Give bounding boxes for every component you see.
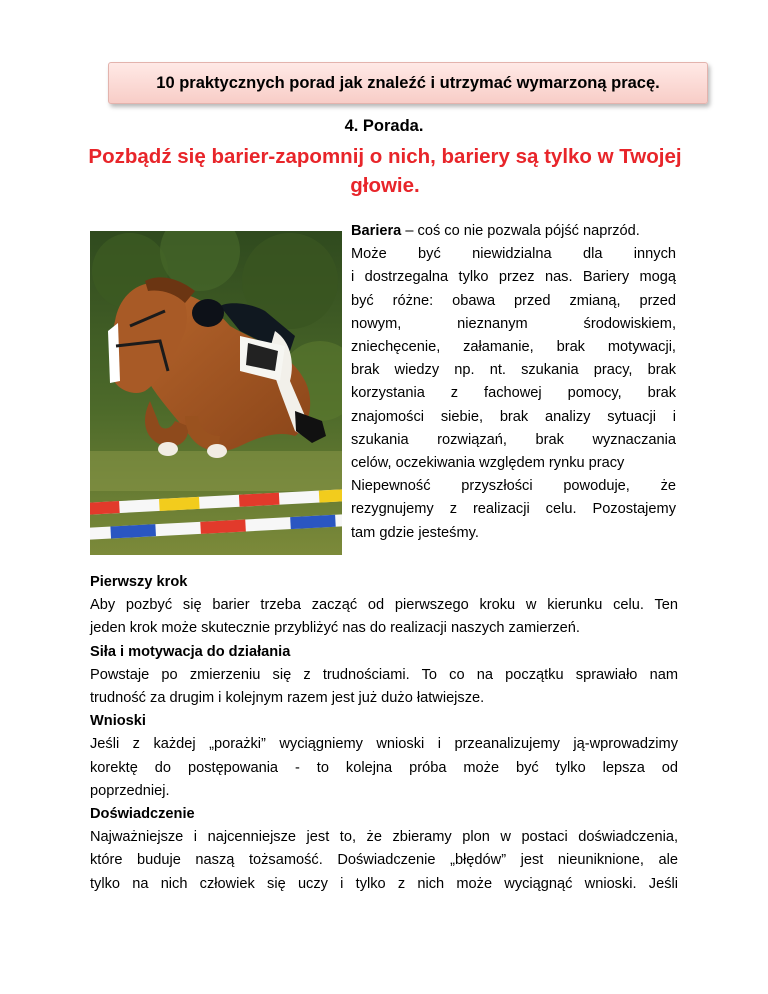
section-heading: Siła i motywacja do działania — [90, 643, 291, 660]
intro-line: tam gdzie jesteśmy. — [351, 524, 479, 541]
headline-line: Pozbądź się barier-zapomnij o nich, bariery są tylko w Twojej — [88, 145, 682, 168]
section-line: jeden krok może skutecznie przybliżyć nas do realizacji naszych zamierzeń. — [90, 620, 580, 637]
tip-number: 4. Porada. — [344, 117, 424, 135]
intro-line: celów, oczekiwania względem rynku pracy — [351, 455, 625, 472]
section-line: Najważniejsze i najcenniejsze jest to, że zbieramy plon w postaci doświadczenia, — [90, 829, 678, 846]
intro-line: Niepewność przyszłości powoduje, że — [351, 478, 676, 495]
section-line: tylko na nich człowiek się uczy i tylko z nich może wyciągnąć wnioski. Jeśli — [90, 875, 678, 892]
intro-line: znajomości siebie, brak analizy sytuacji i — [351, 408, 676, 425]
term: Bariera — [351, 223, 402, 239]
horse-jump-photo — [90, 231, 342, 555]
intro-text — [351, 220, 676, 545]
headline — [85, 142, 685, 200]
body-text — [90, 571, 678, 896]
banner-title: 10 praktycznych porad jak znaleźć i utrzymać wymarzoną pracę. — [156, 73, 660, 92]
intro-line: nowym, nieznanym środowiskiem, — [351, 315, 676, 332]
intro-line: szukania rozwiązań, brak wyznaczania — [351, 431, 676, 448]
intro-line: Bariera – coś co nie pozwala pójść naprzód. — [351, 223, 640, 239]
section-line: które buduje naszą tożsamość. Doświadczenie „błędów” jest nieuniknione, ale — [90, 852, 678, 869]
intro-line: brak wiedzy np. nt. szukania pracy, brak — [351, 362, 676, 379]
section-line: Powstaje po zmierzeniu się z trudnościami. To co na początku sprawiało nam — [90, 666, 678, 683]
intro-line: zniechęcenie, załamanie, brak motywacji, — [351, 339, 676, 356]
intro-line: rezygnujemy z realizacji celu. Pozostajemy — [351, 501, 676, 518]
section-heading: Pierwszy krok — [90, 574, 188, 590]
intro-line: korzystania z fachowej pomocy, brak — [351, 385, 676, 402]
headline-line: głowie. — [350, 174, 420, 197]
section-heading: Doświadczenie — [90, 806, 195, 823]
horse-jump-illustration — [90, 231, 342, 555]
title-banner — [108, 62, 708, 104]
section-line: trudność za drugim i kolejnym razem jest już dużo łatwiejsze. — [90, 690, 485, 707]
section-line: Aby pozbyć się barier trzeba zacząć od pierwszego kroku w kierunku celu. Ten — [90, 597, 678, 614]
section-line: poprzedniej. — [90, 782, 170, 799]
intro-line: być różne: obawa przed zmianą, przed — [351, 292, 676, 309]
section-line: Jeśli z każdej „porażki” wyciągniemy wnioski i przeanalizujemy ją-wprowadzimy — [90, 736, 678, 753]
intro-line: i dostrzegalna tylko przez nas. Bariery mogą — [351, 269, 676, 286]
section-heading: Wnioski — [90, 713, 146, 730]
intro-line: Może być niewidzialna dla innych — [351, 246, 676, 263]
section-line: korektę do postępowania - to kolejna próba może być tylko lepsza od — [90, 759, 678, 776]
